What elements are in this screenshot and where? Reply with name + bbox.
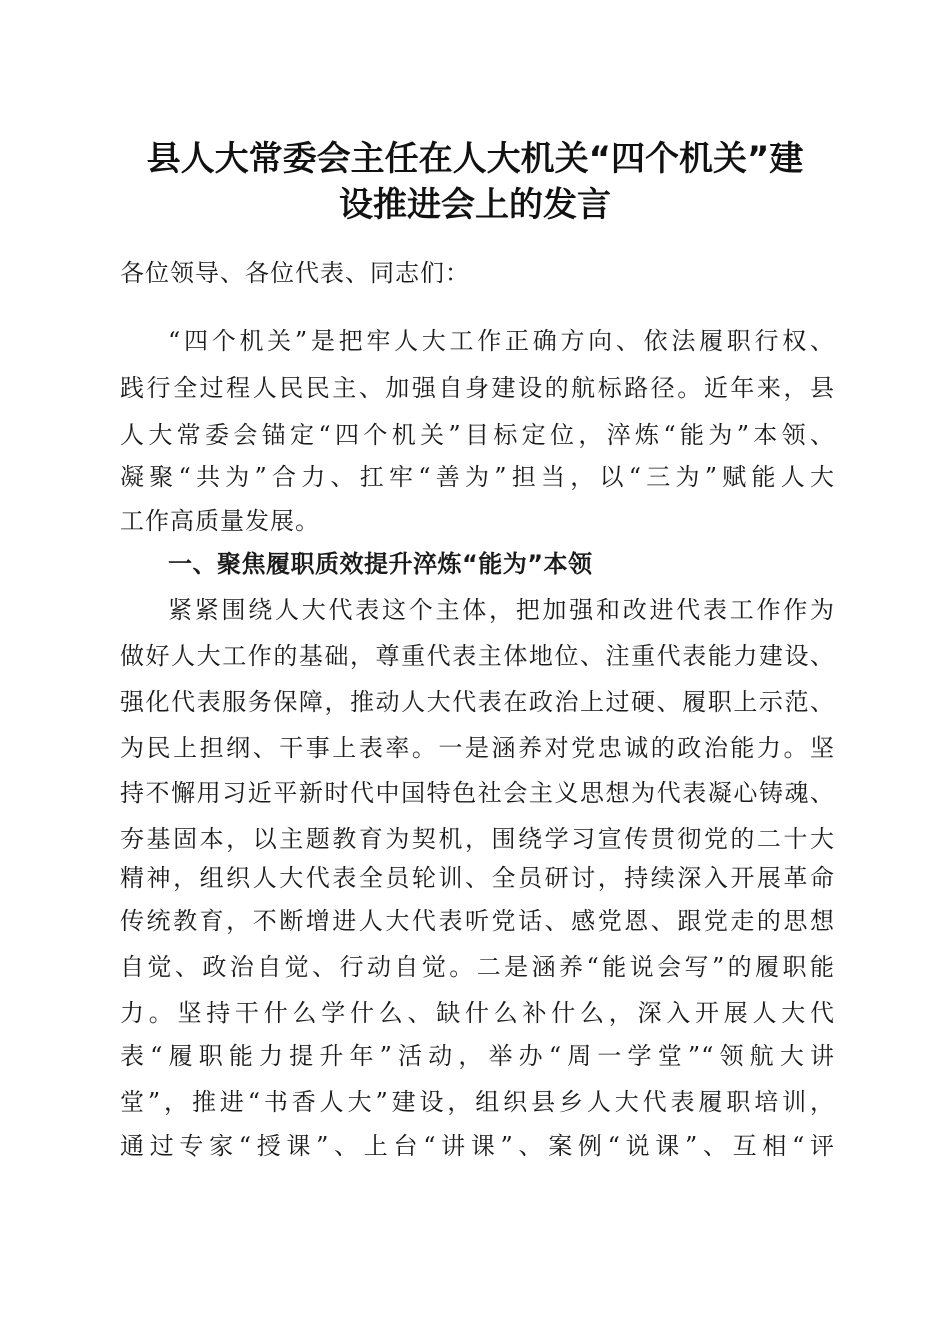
paragraph-line: 夯基固本，以主题教育为契机，围绕学习宣传贯彻党的二十大: [120, 825, 835, 853]
document-title-line-1: 县人大常委会主任在人大机关“四个机关”建: [146, 139, 804, 179]
salutation: 各位领导、各位代表、同志们：: [120, 259, 470, 287]
document-title-line-2: 设推进会上的发言: [339, 185, 611, 225]
paragraph-line: 为民上担纲、干事上表率。一是涵养对党忠诚的政治能力。坚: [120, 734, 835, 762]
paragraph-line: 践行全过程人民民主、加强自身建设的航标路径。近年来，县: [120, 374, 835, 402]
paragraph-line: 精神，组织人大代表全员轮训、全员研讨，持续深入开展革命: [120, 864, 835, 892]
paragraph-line: 人大常委会锚定“四个机关”目标定位，淬炼“能为”本领、: [120, 421, 835, 449]
paragraph-line: 强化代表服务保障，推动人大代表在政治上过硬、履职上示范、: [120, 688, 835, 716]
paragraph-line: 表“履职能力提升年”活动，举办“周一学堂”“领航大讲: [120, 1042, 835, 1070]
paragraph-line: 做好人大工作的基础，尊重代表主体地位、注重代表能力建设、: [120, 642, 835, 670]
paragraph-line: 凝聚“共为”合力、扛牢“善为”担当，以“三为”赋能人大: [120, 463, 835, 491]
paragraph-line: 通过专家“授课”、上台“讲课”、案例“说课”、互相“评: [120, 1132, 835, 1160]
paragraph-line: 持不懈用习近平新时代中国特色社会主义思想为代表凝心铸魂、: [120, 779, 835, 807]
paragraph-line: 紧紧围绕人大代表这个主体，把加强和改进代表工作作为: [168, 596, 835, 624]
paragraph-line: 自觉、政治自觉、行动自觉。二是涵养“能说会写”的履职能: [120, 953, 835, 981]
paragraph-line: “四个机关”是把牢人大工作正确方向、依法履职行权、: [168, 327, 835, 355]
paragraph-line: 力。坚持干什么学什么、缺什么补什么，深入开展人大代: [120, 999, 835, 1027]
paragraph-line: 传统教育，不断增进人大代表听党话、感党恩、跟党走的思想: [120, 907, 835, 935]
paragraph-line: 工作高质量发展。: [120, 507, 320, 535]
paragraph-line: 堂”，推进“书香人大”建设，组织县乡人大代表履职培训，: [120, 1088, 835, 1116]
section-heading: 一、聚焦履职质效提升淬炼“能为”本领: [168, 550, 593, 578]
